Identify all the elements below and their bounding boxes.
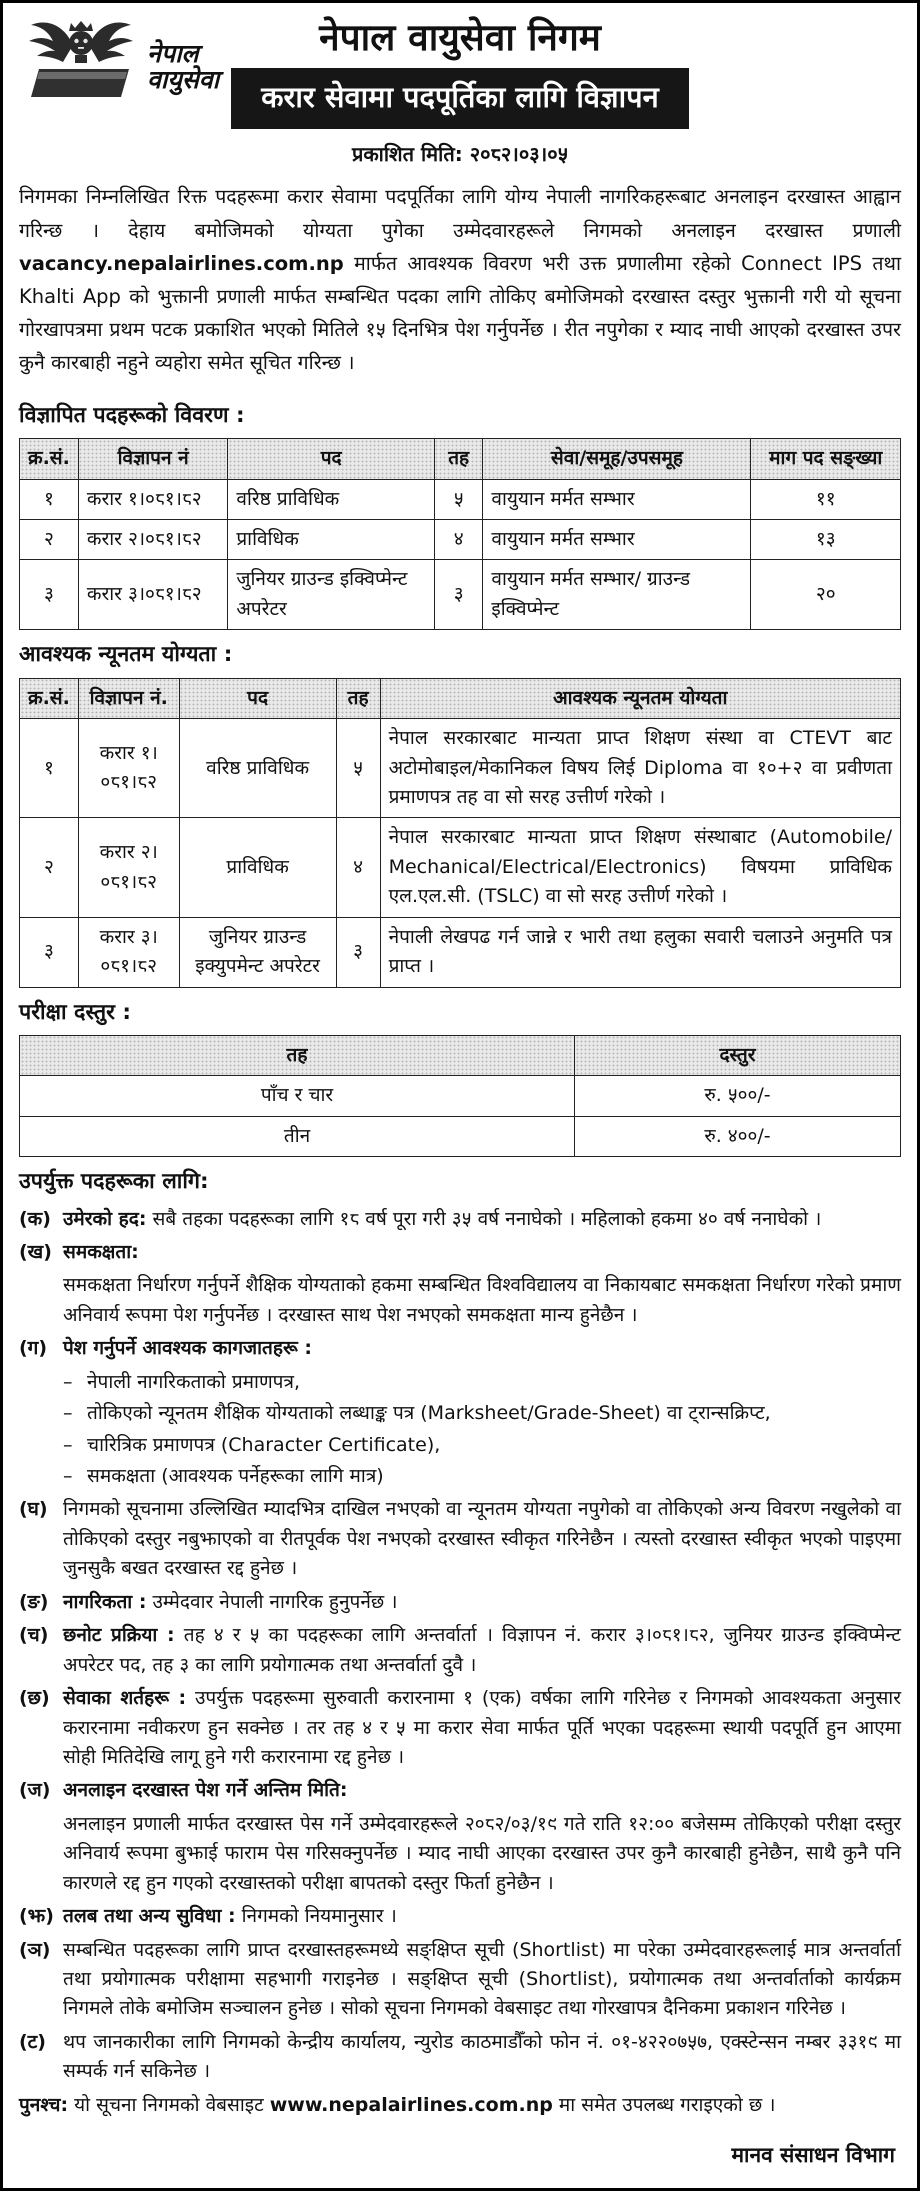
condition-item-gha [19,1495,901,1583]
cell: तीन [20,1116,575,1156]
condition-label: (ट) [19,2030,46,2053]
qualifications-header-row [20,678,901,718]
conditions-heading: उपर्युक्त पदहरूका लागि: [19,1169,209,1195]
winged-crest-icon [25,15,137,107]
qualifications-heading: आवश्यक न्यूनतम योग्यता : [19,642,233,668]
cell: वायुयान मर्मत सम्भार [483,479,751,519]
cell: २ [20,520,79,560]
cell: नेपाल सरकारबाट मान्यता प्राप्त शिक्षण संस्थाबाट (Automobile/ Mechanical/Electrical/Electronics) विषयमा प्राविधिक एल.एल.सी. (TSLC) वा सो सरह उत्तीर्ण गरेको । [380,818,900,917]
condition-text: सबै तहका पदहरूका लागि १८ वर्ष पूरा गरी ३५ वर्ष ननाघेको । महिलाको हकमा ४० वर्ष ननाघेको । [152,1207,822,1230]
condition-title: उमेरको हद: [63,1207,147,1230]
cell: ३ [20,560,79,630]
document-text: समकक्षता (आवश्यक पर्नेहरूका लागि मात्र) [87,1465,384,1488]
dash-bullet-icon: – [63,1465,73,1488]
condition-title: पेश गर्नुपर्ने आवश्यक कागजातहरू : [63,1337,312,1360]
cell: ३ [336,917,380,987]
condition-item-kha [19,1238,901,1267]
condition-item-ja [19,1776,901,1805]
condition-item-ta [19,2028,901,2087]
dash-bullet-icon: – [63,1402,73,1425]
cell: करार २।०८१।८२ [78,520,228,560]
condition-text: निगमको सूचनामा उल्लिखित म्यादभित्र दाखिल नभएको वा न्यूनतम योग्यता नपुगेको वा तोकिएको अन्य विवरण नखुलेको वा तोकिएको दस्तुर नबुझाएको वा रीतपूर्वक पेश नभएको दरखास्त स्वीकृत गरिनेछैन । त्यस्तो दरखास्त स्वीकृत भएको पाइएमा जुनसुकै बखत दरखास्त रद्द हुनेछ । [63,1498,901,1580]
cell: पाँच र चार [20,1076,575,1116]
cell: नेपाली लेखपढ गर्न जान्ने र भारी तथा हलुका सवारी चलाउने अनुमति पत्र प्राप्त । [380,917,900,987]
positions-heading: विज्ञापित पदहरूको विवरण : [19,402,245,428]
condition-text: तह ४ र ५ का पदहरूका लागि अन्तर्वार्ता । विज्ञापन नं. करार ३।०८१।८२, जुनियर ग्राउन्ड इक्विप्मेन्ट अपरेटर पद, तह ३ का लागि प्रयोगात्मक तथा अन्तर्वार्ता दुवै । [63,1624,901,1676]
cell: करार ३।०८१।८२ [78,917,179,987]
condition-title: तलब तथा अन्य सुविधा : [63,1905,236,1928]
signoff-department: मानव संसाधन विभाग [731,2143,895,2168]
logo-line1: नेपाल [147,39,199,68]
cell: वायुयान मर्मत सम्भार/ ग्राउन्ड इक्विप्मेन्ट [483,560,751,630]
postscript-part1: यो सूचना निगमको वेबसाइट [68,2093,270,2116]
document-item [63,1368,901,1397]
cell: ३ [20,917,79,987]
qualifications-row [20,818,901,917]
condition-label: (ङ) [19,1590,49,1613]
positions-row [20,520,901,560]
cell: वरिष्ठ प्राविधिक [228,479,435,519]
positions-row [20,560,901,630]
postscript-line [19,2091,901,2120]
cell: नेपाल सरकारबाट मान्यता प्राप्त शिक्षण संस्था वा CTEVT बाट अटोमोबाइल/मेकानिकल विषय लिई Diploma वा १०+२ वा प्रवीणता प्रमाणपत्र तह वा सो सरह उत्तीर्ण गरेको । [380,719,900,818]
qualifications-row [20,917,901,987]
col-service-group: सेवा/समूह/उपसमूह [483,439,751,479]
intro-part1: निगमका निम्नलिखित रिक्त पदहरूमा करार सेवामा पदपूर्तिका लागि योग्य नेपाली नागरिकहरूबाट अनलाइन दरखास्त आह्वान गरिन्छ । देहाय बमोजिमको योग्यता पुगेका उम्मेदवारहरूले निगमको अनलाइन दरखास्त प्रणाली [19,185,901,242]
cell: ४ [434,520,482,560]
cell: ११ [751,479,901,519]
fee-heading: परीक्षा दस्तुर : [19,999,131,1025]
cell: ३ [434,560,482,630]
col-advert-no: विज्ञापन नं. [78,678,179,718]
col-serial: क्र.सं. [20,439,79,479]
document-item [63,1399,901,1428]
cell: वायुयान मर्मत सम्भार [483,520,751,560]
positions-header-row [20,439,901,479]
condition-title: छनोट प्रक्रिया : [63,1624,175,1647]
condition-block-ja: अनलाइन प्रणाली मार्फत दरखास्त पेस गर्ने उम्मेदवारहरूले २०८२/०३/१९ गते राति १२:०० बजेसम्म तोकिएको परीक्षा दस्तुर अनिवार्य रूपमा बुझाई फाराम पेस गरिसक्नुपर्नेछ । म्याद नाघी आएका दरखास्त उपर कुनै कारबाही हुनेछैन, साथै कुनै पनि कारणले रद्द हुन गएको दरखास्तको परीक्षा बापतको दस्तुर फिर्ता हुनेछैन । [63,1812,901,1894]
col-level: तह [434,439,482,479]
cell: रु. ४००/- [575,1116,901,1156]
cell: रु. ५००/- [575,1076,901,1116]
condition-item-cha [19,1621,901,1680]
logo-wordmark [147,41,219,94]
condition-text: सम्बन्धित पदहरूका लागि प्राप्त दरखास्तहरूमध्ये सङ्क्षिप्त सूची (Shortlist) मा परेका उम्मेदवारहरूलाई मात्र अन्तर्वार्ता तथा प्रयोगात्मक परीक्षामा सहभागी गराइनेछ । सङ्क्षिप्त सूची (Shortlist), प्रयोगात्मक तथा अन्तर्वार्ताको कार्यक्रम निगमले तोके बमोजिम सञ्चालन हुनेछ । सोको सूचना निगमको वेबसाइट तथा गोरखापत्र दैनिकमा प्रकाशन गरिनेछ । [63,1938,901,2020]
nepal-airlines-logo [25,15,219,107]
condition-item-nya [19,1936,901,2024]
col-post: पद [179,678,336,718]
condition-label: (ख) [19,1240,52,1263]
published-date-label: प्रकाशित मिति: [351,142,463,167]
condition-block-kha: समकक्षता निर्धारण गर्नुपर्ने शैक्षिक योग्यताको हकमा सम्बन्धित विश्वविद्यालय वा निकायबाट समकक्षता निर्धारण गरेको प्रमाण अनिवार्य रूपमा पेश गर्नुपर्नेछ । दरखास्त साथ पेश नभएको समकक्षता मान्य हुनेछैन । [63,1274,901,1326]
condition-text: उपर्युक्त पदहरूमा सुरुवाती करारनामा १ (एक) वर्षका लागि गरिनेछ र निगमको आवश्यकता अनुसार करारनामा नवीकरण हुन सक्नेछ । तर तह ४ र ५ मा करार सेवा मार्फत पूर्ति भएका पदहरूमा स्थायी पदपूर्ति हुन आएमा सोही मितिदेखि लागू हुने गरी करारनामा रद्द हुनेछ । [63,1687,901,1768]
qualifications-table [19,678,901,988]
cell: करार १।०८१।८२ [78,479,228,519]
cell: करार १।०८१।८२ [78,719,179,818]
required-documents-list [63,1368,901,1492]
cell: १ [20,479,79,519]
condition-label: (झ) [19,1905,54,1928]
cell: १३ [751,520,901,560]
cell: २० [751,560,901,630]
published-date-line [19,139,901,170]
condition-label: (ञ) [19,1938,51,1961]
condition-label: (छ) [19,1687,50,1710]
document-item [63,1431,901,1460]
notice-banner: करार सेवामा पदपूर्तिका लागि विज्ञापन [231,68,688,130]
fee-header-row [20,1035,901,1075]
condition-text: थप जानकारीका लागि निगमको केन्द्रीय कार्यालय, न्युरोड काठमाडौँको फोन नं. ०१-४२२०७५७, एक्स्टेन्सन नम्बर ३३१९ मा सम्पर्क गर्न सकिनेछ । [63,2030,901,2083]
qualifications-row [20,719,901,818]
cell: १ [20,719,79,818]
dash-bullet-icon: – [63,1370,73,1393]
logo-line2: वायुसेवा [147,65,220,95]
condition-item-ka [19,1205,901,1234]
col-level: तह [20,1035,575,1075]
website-url: www.nepalairlines.com.np [269,2093,553,2116]
published-date-value: २०८२।०३।०५ [469,142,569,167]
dash-bullet-icon: – [63,1433,73,1456]
col-required-count: माग पद सङ्ख्या [751,439,901,479]
document-item [63,1462,901,1491]
cell: ४ [336,818,380,917]
condition-item-jha [19,1902,901,1931]
cell: करार २।०८१।८२ [78,818,179,917]
fee-row [20,1116,901,1156]
fee-row [20,1076,901,1116]
vacancy-portal-url: vacancy.nepalairlines.com.np [19,251,344,275]
postscript-part2: मा समेत उपलब्ध गराइएको छ । [552,2093,776,2116]
col-qualification: आवश्यक न्यूनतम योग्यता [380,678,900,718]
condition-title: नागरिकता : [63,1590,147,1613]
cell: प्राविधिक [179,818,336,917]
fee-table [19,1035,901,1157]
col-level: तह [336,678,380,718]
condition-title: अनलाइन दरखास्त पेश गर्ने अन्तिम मिति: [63,1779,348,1802]
document-header [19,11,901,170]
condition-label: (घ) [19,1498,48,1521]
cell: २ [20,818,79,917]
col-advert-no: विज्ञापन नं [78,439,228,479]
document-text: नेपाली नागरिकताको प्रमाणपत्र, [87,1370,301,1393]
positions-table [19,438,901,630]
condition-label: (च) [19,1624,49,1647]
document-text: तोकिएको न्यूनतम शैक्षिक योग्यताको लब्धाङ्क पत्र (Marksheet/Grade-Sheet) वा ट्रान्सक्रिप्ट, [87,1402,771,1425]
cell: करार ३।०८१।८२ [78,560,228,630]
condition-label: (क) [19,1207,51,1230]
condition-text: उम्मेदवार नेपाली नागरिक हुनुपर्नेछ । [152,1590,398,1613]
organization-title: नेपाल वायुसेवा निगम [319,16,601,59]
condition-label: (ज) [19,1779,51,1802]
condition-item-nga [19,1588,901,1617]
positions-row [20,479,901,519]
cell: ५ [336,719,380,818]
condition-label: (ग) [19,1337,48,1360]
cell: जुनियर ग्राउन्ड इक्युपमेन्ट अपरेटर [179,917,336,987]
intro-part2: मार्फत आवश्यक विवरण भरी उक्त प्रणालीमा रहेको Connect IPS तथा Khalti App को भुक्तानी प्रणाली मार्फत सम्बन्धित पदका लागि तोकिए बमोजिमको दरखास्त दस्तुर भुक्तानी गरी यो सूचना गोरखापत्रमा प्रथम पटक प्रकाशित भएको मितिले १५ दिनभित्र पेश गर्नुपर्नेछ । रीत नपुगेका र म्याद नाघी आएको दरखास्त उपर कुनै कारबाही नहुने व्यहोरा समेत सूचित गरिन्छ । [19,251,901,375]
condition-item-chha [19,1684,901,1772]
cell: ५ [434,479,482,519]
document-text: चारित्रिक प्रमाणपत्र (Character Certificate), [87,1433,441,1456]
postscript-label: पुनश्च: [19,2093,69,2116]
condition-item-ga [19,1334,901,1363]
intro-paragraph [19,180,901,379]
col-post: पद [228,439,435,479]
cell: प्राविधिक [228,520,435,560]
col-serial: क्र.सं. [20,678,79,718]
condition-title: समकक्षता: [63,1240,139,1263]
col-fee: दस्तुर [575,1035,901,1075]
condition-text: निगमको नियमानुसार । [241,1905,397,1928]
condition-title: सेवाका शर्तहरू : [63,1687,187,1710]
cell: वरिष्ठ प्राविधिक [179,719,336,818]
cell: जुनियर ग्राउन्ड इक्विप्मेन्ट अपरेटर [228,560,435,630]
